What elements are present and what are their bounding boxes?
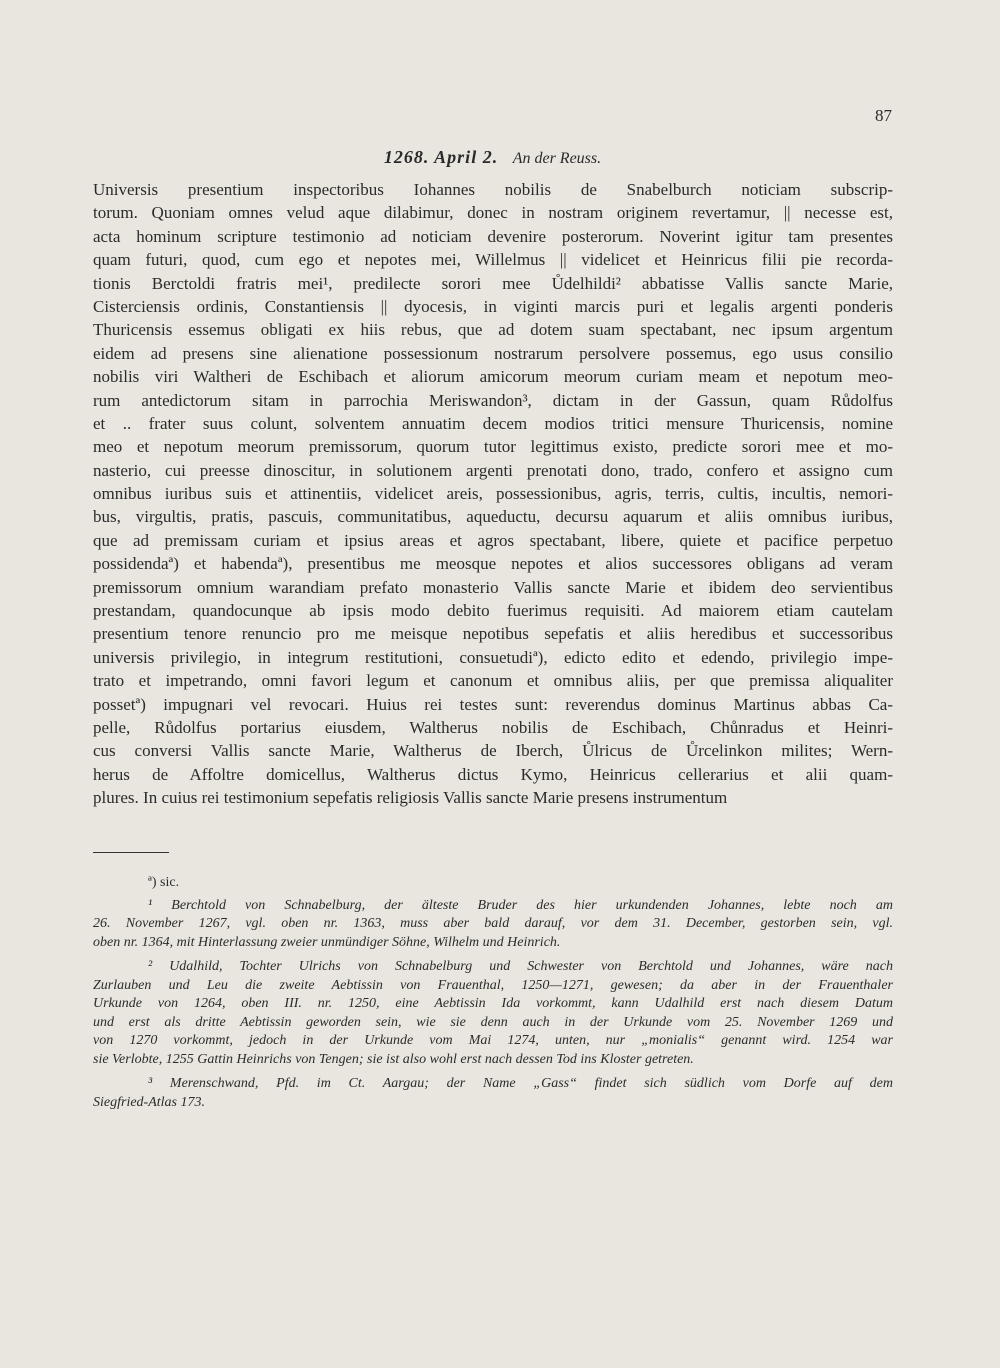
text-line: meo et nepotum meorum premissorum, quorum tutor legittimus existo, predicte sorori mee et mo- — [93, 437, 893, 457]
page-number: 87 — [875, 106, 892, 125]
text-line: torum. Quoniam omnes velud aque dilabimur, donec in nostram originem revertamur, || necesse est, — [93, 203, 893, 223]
footnote-2 — [93, 958, 893, 1069]
footnote-1 — [93, 897, 893, 953]
text-line: possetª) impugnari vel revocari. Huius rei testes sunt: reverendus dominus Martinus abbas Ca- — [93, 694, 893, 714]
footnote-line: Siegfried-Atlas 173. — [93, 1094, 205, 1110]
text-line: que ad premissam curiam et ipsius areas et agros spectabant, libere, quiete et pacifice perpetuo — [93, 530, 893, 550]
footnote-line: oben nr. 1364, mit Hinterlassung zweier unmündiger Söhne, Wilhelm und Heinrich. — [93, 934, 561, 950]
text-line: plures. In cuius rei testimonium sepefatis religiosis Vallis sancte Marie presens instrumentum — [93, 788, 728, 808]
footnote-line: 26. November 1267, vgl. oben nr. 1363, muss aber bald darauf, vor dem 31. December, gestorben sein, vgl. — [93, 916, 893, 931]
text-line: cus conversi Vallis sancte Marie, Waltherus de Iberch, Ůlricus de Ůrcelinkon milites; Wern- — [93, 741, 893, 761]
text-line: presentium tenore renuncio pro me meisque nepotibus sepefatis et aliis heredibus et successoribus — [93, 624, 893, 644]
footnote-line: Urkunde von 1264, oben III. nr. 1250, eine Aebtissin Ida vorkommt, kann Udalhild erst nach diesem Datum — [93, 996, 893, 1011]
charter-text — [93, 178, 893, 810]
text-line: nasterio, cui preesse dinoscitur, in solutionem argenti prenotati dono, trado, confero et assigno cum — [93, 460, 893, 480]
text-line: universis privilegio, in integrum restitutioni, consuetudiª), edicto edito et edendo, privilegio impe- — [93, 647, 893, 667]
heading-place: An der Reuss. — [512, 150, 602, 167]
text-line: acta hominum scripture testimonio ad noticiam devenire posterorum. Noverint igitur tam presentes — [93, 226, 893, 246]
footnote-divider — [93, 852, 169, 853]
text-line: omnibus iuribus suis et attinentiis, videlicet areis, possessionibus, agris, terris, cultis, incultis, nemori- — [93, 484, 893, 504]
document-heading — [92, 147, 893, 168]
text-line: quam futuri, quod, cum ego et nepotes mei, Willelmus || videlicet et Heinricus filii pie recorda- — [93, 250, 893, 270]
footnote-line: ² Udalhild, Tochter Ulrichs von Schnabelburg und Schwester von Berchtold und Johannes, wäre nach — [148, 959, 893, 974]
text-line: eidem ad presens sine alienatione possessionum nostrarum persolvere possemus, ego usus consilio — [93, 343, 893, 363]
footnote-a: ª) sic. — [148, 875, 180, 890]
text-line: Cisterciensis ordinis, Constantiensis || dyocesis, in viginti marcis puri et legalis argenti ponderis — [93, 296, 893, 316]
footnote-line: ³ Merenschwand, Pfd. im Ct. Aargau; der Name „Gass“ findet sich südlich vom Dorfe auf dem — [148, 1076, 893, 1091]
text-line: rum antedictorum sitam in parrochia Meriswandon³, dictam in der Gassun, quam Růdolfus — [93, 390, 893, 410]
text-line: et .. frater suus colunt, solventem annuatim decem modios tritici mensure Thuricensis, nomine — [93, 413, 893, 433]
text-line: herus de Affoltre domicellus, Waltherus dictus Kymo, Heinricus cellerarius et alii quam- — [93, 764, 893, 784]
text-line: bus, virgultis, pratis, pascuis, communitatibus, aqueductu, decursu aquarum et aliis omnibus iuribus, — [93, 507, 893, 527]
text-line: premissorum omnium warandiam prefato monasterio Vallis sancte Marie et ibidem deo servientibus — [93, 577, 893, 597]
heading-date: 1268. April 2. — [383, 147, 499, 167]
text-line: tionis Berctoldi fratris mei¹, predilecte sorori mee Ůdelhildi² abbatisse Vallis sancte Marie, — [93, 273, 893, 293]
footnote-line: von 1270 vorkommt, jedoch in der Urkunde vom Mai 1274, unten, nur „monialis“ genannt wird. 1254 war — [93, 1033, 893, 1048]
footnote-line: und erst als dritte Aebtissin geworden sein, wie sie denn auch in der Urkunde vom 25. November 1269 und — [93, 1014, 893, 1030]
text-line: nobilis viri Waltheri de Eschibach et aliorum amicorum meorum curiam meam et nepotum meo- — [93, 367, 893, 387]
text-line: trato et impetrando, omni favori legum et canonum et omnibus aliis, per que premissa aliqualiter — [93, 671, 893, 691]
footnotes — [93, 874, 893, 1118]
text-line: Universis presentium inspectoribus Iohannes nobilis de Snabelburch noticiam subscrip- — [93, 180, 893, 199]
text-line: Thuricensis essemus obligati ex hiis rebus, que ad dotem suam spectabant, nec ipsum argentum — [93, 320, 893, 340]
footnote-line: Zurlauben und Leu die zweite Aebtissin von Frauenthal, 1250—1271, gewesen; da aber in der Frauenthaler — [93, 977, 893, 993]
footnote-line: ¹ Berchtold von Schnabelburg, der älteste Bruder des hier urkundenden Johannes, lebte noch am — [148, 897, 893, 913]
text-line: prestandam, quandocunque ab ipsis modo debito fuerimus requisiti. Ad maiorem etiam cautelam — [93, 601, 893, 621]
footnote-line: sie Verlobte, 1255 Gattin Heinrichs von Tengen; sie ist also wohl erst nach dessen Tod ins Kloster getreten. — [93, 1051, 694, 1067]
text-line: pelle, Růdolfus portarius eiusdem, Waltherus nobilis de Eschibach, Chůnradus et Heinri- — [93, 717, 893, 737]
text-line: possidendaª) et habendaª), presentibus me meosque nepotes et alios successores obligans ad veram — [93, 554, 893, 574]
footnote-3 — [93, 1075, 893, 1112]
